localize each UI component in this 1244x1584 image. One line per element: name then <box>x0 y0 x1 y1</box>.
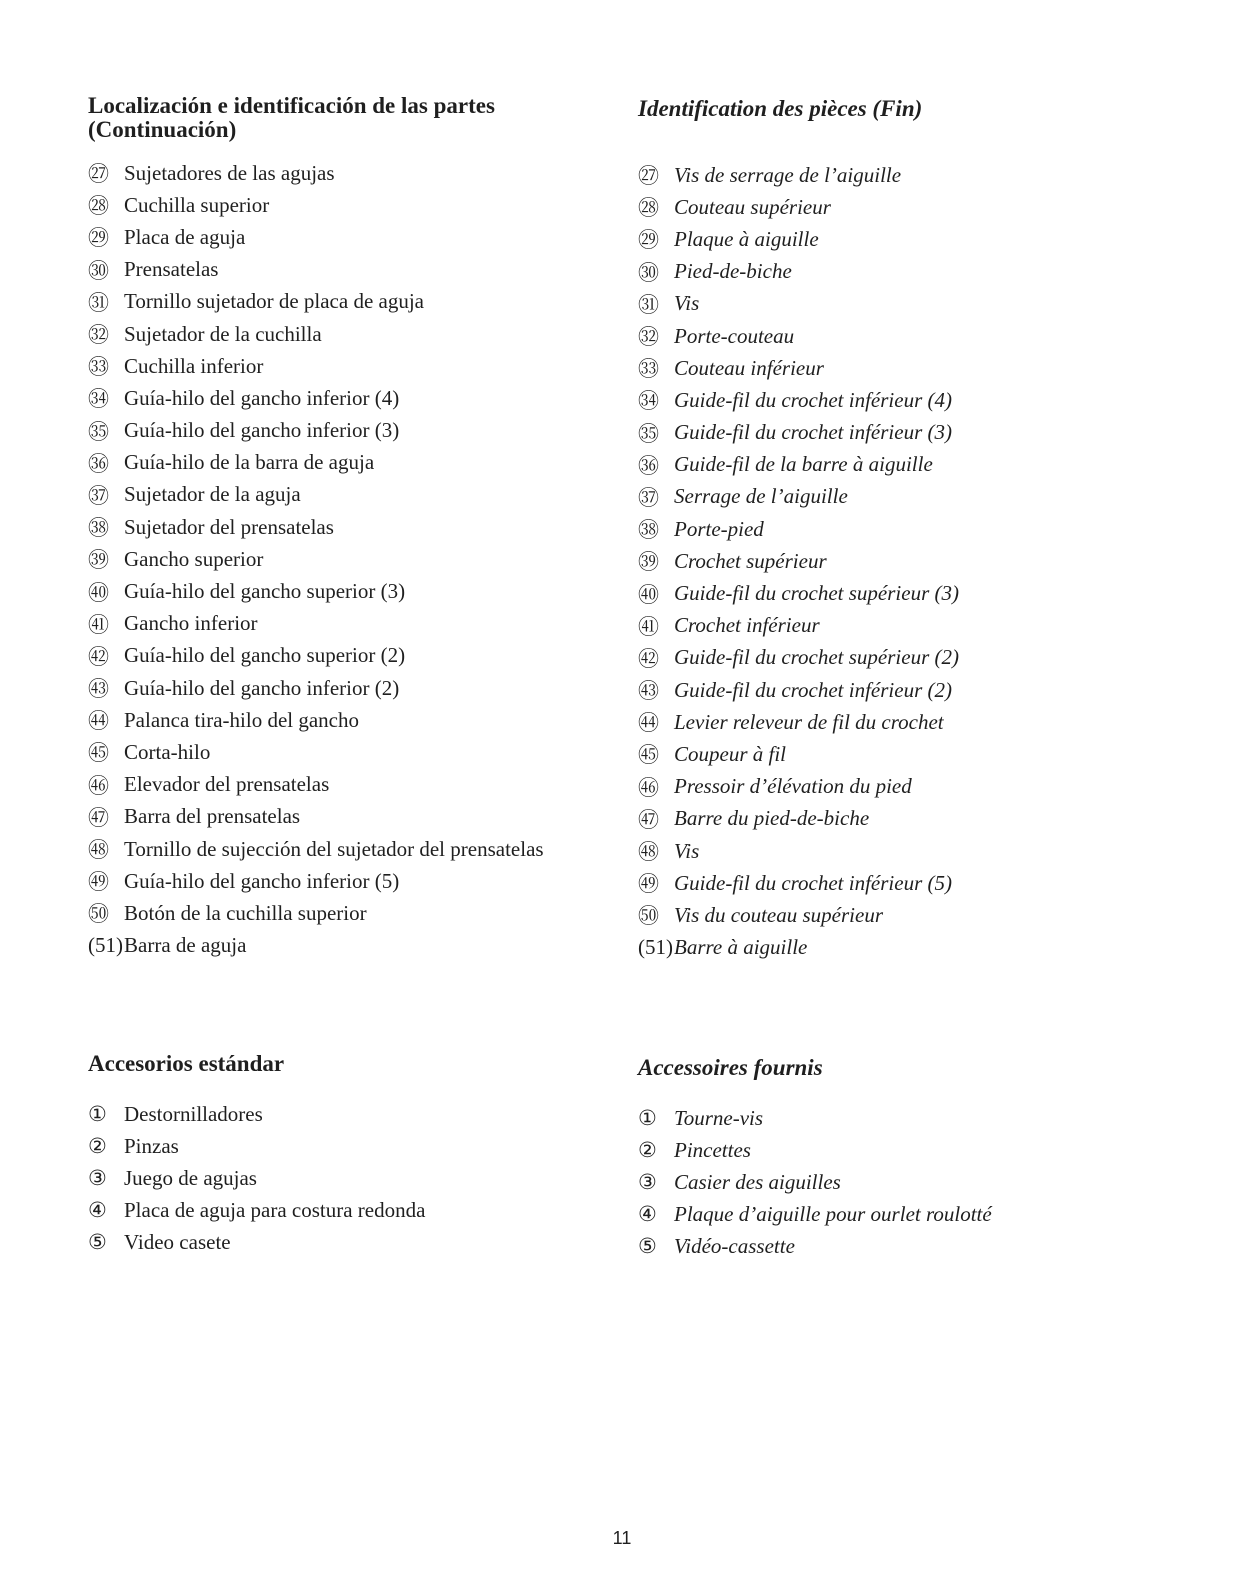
acc-es-heading <box>88 1052 608 1076</box>
list-item <box>88 704 608 736</box>
item-label: Couteau inférieur <box>674 355 824 380</box>
item-number: ㊱ <box>88 451 109 476</box>
item-number: ㊽ <box>638 840 659 865</box>
item-label: Barra de aguja <box>124 933 247 958</box>
list-item <box>88 1226 608 1258</box>
item-number: ⑤ <box>638 1233 657 1258</box>
item-label: Plaque à aiguille <box>674 226 819 251</box>
list-item <box>638 706 1198 738</box>
item-number: ㉗ <box>638 164 659 189</box>
item-label: Guía-hilo del gancho inferior (4) <box>124 385 400 410</box>
item-number: ㊴ <box>638 550 659 575</box>
list-item <box>88 286 608 318</box>
list-item <box>638 771 1198 803</box>
list-item <box>638 1230 1198 1262</box>
item-number: ㉟ <box>88 419 109 444</box>
list-item <box>88 318 608 350</box>
item-label: Sujetador de la cuchilla <box>124 321 322 346</box>
item-label: Guía-hilo de la barra de aguja <box>124 450 375 475</box>
item-label: Pincettes <box>674 1137 751 1162</box>
list-item <box>88 511 608 543</box>
list-item <box>638 803 1198 835</box>
list-item <box>88 608 608 640</box>
list-item <box>638 384 1198 416</box>
list-item <box>638 481 1198 513</box>
item-number: ④ <box>638 1201 657 1226</box>
acc-fr-list <box>638 1102 1198 1262</box>
parts-fr-title: Identification des pièces (Fin) <box>638 96 923 121</box>
parts-es-heading <box>88 94 608 142</box>
item-number: ㊲ <box>638 485 659 510</box>
item-number: ㊶ <box>88 612 109 637</box>
item-label: Guide-fil du crochet inférieur (3) <box>674 420 952 445</box>
item-number: ㊲ <box>88 483 109 508</box>
item-label: Porte-couteau <box>674 323 795 348</box>
list-item <box>638 256 1198 288</box>
item-number: ① <box>88 1101 107 1126</box>
item-number: ㉘ <box>88 194 109 219</box>
item-number: ㊸ <box>88 677 109 702</box>
parts-fr-list <box>638 159 1198 964</box>
list-item <box>88 1130 608 1162</box>
item-label: Guía-hilo del gancho superior (2) <box>124 643 406 668</box>
list-item <box>88 543 608 575</box>
item-label: Tourne-vis <box>674 1105 764 1130</box>
item-label: Guide-fil du crochet inférieur (4) <box>674 387 952 412</box>
item-number: ㉙ <box>88 226 109 251</box>
item-label: Vidéo-cassette <box>674 1233 795 1258</box>
list-item <box>88 672 608 704</box>
item-label: Serrage de l’aiguille <box>674 484 848 509</box>
item-label: Casier des aiguilles <box>674 1169 841 1194</box>
item-number: ㉙ <box>638 228 659 253</box>
item-label: Elevador del prensatelas <box>124 772 330 797</box>
parts-es-title-line1: Localización e identificación de las partes <box>88 93 495 118</box>
item-label: Destornilladores <box>124 1101 263 1126</box>
list-item <box>88 447 608 479</box>
item-label: Juego de agujas <box>124 1165 257 1190</box>
item-label: Guía-hilo del gancho inferior (5) <box>124 868 400 893</box>
list-item <box>88 1194 608 1226</box>
item-label: Barre à aiguille <box>674 935 808 960</box>
item-number: ㊶ <box>638 614 659 639</box>
item-label: Sujetador del prensatelas <box>124 514 334 539</box>
item-number: ㉚ <box>88 258 109 283</box>
list-item <box>88 833 608 865</box>
list-item <box>88 221 608 253</box>
list-item <box>88 157 608 189</box>
item-number: ㊳ <box>88 516 109 541</box>
item-label: Gancho inferior <box>124 611 258 636</box>
list-item <box>88 897 608 929</box>
list-item <box>638 320 1198 352</box>
item-label: Pressoir d’élévation du pied <box>674 774 912 799</box>
item-label: Levier releveur de fil du crochet <box>674 709 944 734</box>
list-item <box>638 159 1198 191</box>
item-label: Crochet supérieur <box>674 548 827 573</box>
item-label: Pinzas <box>124 1133 179 1158</box>
item-label: Cuchilla superior <box>124 192 270 217</box>
item-number: ㉗ <box>88 162 109 187</box>
item-number: ㉝ <box>638 357 659 382</box>
list-item <box>88 479 608 511</box>
parts-es-list <box>88 157 608 962</box>
list-item <box>638 449 1198 481</box>
parts-fr-section <box>638 97 1198 964</box>
list-item <box>638 288 1198 320</box>
item-number: ④ <box>88 1197 107 1222</box>
item-label: Vis du couteau supérieur <box>674 902 883 927</box>
item-label: Sujetadores de las agujas <box>124 160 335 185</box>
item-label: Prensatelas <box>124 257 219 282</box>
item-label: Sujetador de la aguja <box>124 482 301 507</box>
item-number: ① <box>638 1105 657 1130</box>
list-item <box>638 1134 1198 1166</box>
item-number: ㊴ <box>88 548 109 573</box>
item-number: ② <box>638 1137 657 1162</box>
acc-es-list <box>88 1098 608 1258</box>
item-label: Coupeur à fil <box>674 741 787 766</box>
list-item <box>88 930 608 962</box>
list-item <box>638 738 1198 770</box>
item-number: ㊻ <box>88 773 109 798</box>
item-number: ㊾ <box>88 870 109 895</box>
list-item <box>638 1102 1198 1134</box>
list-item <box>88 865 608 897</box>
item-number: ㉜ <box>638 325 659 350</box>
item-number: ㉞ <box>88 387 109 412</box>
list-item <box>638 513 1198 545</box>
item-label: Corta-hilo <box>124 739 211 764</box>
item-number: ㊻ <box>638 775 659 800</box>
acc-fr-title: Accessoires fournis <box>638 1055 823 1080</box>
item-label: Tornillo sujetador de placa de aguja <box>124 289 424 314</box>
item-label: Guide-fil du crochet inférieur (5) <box>674 870 952 895</box>
acc-es-section <box>88 1052 608 1258</box>
item-number: ㊼ <box>88 805 109 830</box>
item-number: ③ <box>88 1165 107 1190</box>
item-number: ㉘ <box>638 196 659 221</box>
list-item <box>638 610 1198 642</box>
item-number: (51) <box>88 933 123 958</box>
list-item <box>638 835 1198 867</box>
item-number: ㊳ <box>638 518 659 543</box>
item-label: Guía-hilo del gancho inferior (3) <box>124 418 400 443</box>
item-number: ㉚ <box>638 260 659 285</box>
item-label: Vis <box>674 291 700 316</box>
item-number: ㉜ <box>88 323 109 348</box>
item-number: ㊿ <box>638 904 659 929</box>
list-item <box>638 674 1198 706</box>
list-item <box>88 769 608 801</box>
item-number: ㉟ <box>638 421 659 446</box>
item-number: ③ <box>638 1169 657 1194</box>
item-label: Guía-hilo del gancho superior (3) <box>124 579 406 604</box>
list-item <box>638 417 1198 449</box>
list-item <box>638 1198 1198 1230</box>
item-label: Palanca tira-hilo del gancho <box>124 707 359 732</box>
page-number: 11 <box>612 1528 632 1548</box>
item-label: Guía-hilo del gancho inferior (2) <box>124 675 400 700</box>
list-item <box>88 575 608 607</box>
item-label: Vis de serrage de l’aiguille <box>674 162 902 187</box>
item-label: Plaque d’aiguille pour ourlet roulotté <box>674 1201 992 1226</box>
item-number: ㊺ <box>638 743 659 768</box>
item-number: ㊱ <box>638 453 659 478</box>
acc-fr-heading <box>638 1056 1198 1080</box>
item-label: Couteau supérieur <box>674 194 831 219</box>
item-label: Porte-pied <box>674 516 764 541</box>
list-item <box>638 932 1198 964</box>
item-label: Cuchilla inferior <box>124 353 264 378</box>
item-number: ㊷ <box>88 644 109 669</box>
item-label: Barra del prensatelas <box>124 804 301 829</box>
item-number: (51) <box>638 935 673 960</box>
list-item <box>88 640 608 672</box>
item-number: ㊾ <box>638 872 659 897</box>
item-number: ㊸ <box>638 679 659 704</box>
item-number: ㉞ <box>638 389 659 414</box>
list-item <box>88 415 608 447</box>
item-label: Placa de aguja para costura redonda <box>124 1197 426 1222</box>
list-item <box>88 350 608 382</box>
item-number: ② <box>88 1133 107 1158</box>
item-label: Vis <box>674 838 700 863</box>
list-item <box>88 1098 608 1130</box>
item-label: Placa de aguja <box>124 224 246 249</box>
item-label: Barre du pied-de-biche <box>674 806 870 831</box>
list-item <box>88 189 608 221</box>
item-number: ㉝ <box>88 355 109 380</box>
list-item <box>88 382 608 414</box>
list-item <box>88 801 608 833</box>
item-label: Crochet inférieur <box>674 613 820 638</box>
item-number: ㊷ <box>638 646 659 671</box>
list-item <box>638 867 1198 899</box>
list-item <box>638 191 1198 223</box>
list-item <box>638 1166 1198 1198</box>
list-item <box>638 642 1198 674</box>
item-number: ⑤ <box>88 1229 107 1254</box>
item-number: ㊼ <box>638 807 659 832</box>
item-number: ㉛ <box>638 292 659 317</box>
acc-fr-section <box>638 1056 1198 1262</box>
parts-es-section <box>88 94 608 962</box>
item-label: Pied-de-biche <box>674 259 792 284</box>
item-label: Gancho superior <box>124 546 264 571</box>
item-number: ㉛ <box>88 290 109 315</box>
item-label: Guide-fil du crochet supérieur (3) <box>674 581 959 606</box>
item-label: Video casete <box>124 1229 231 1254</box>
item-number: ㊺ <box>88 741 109 766</box>
item-number: ㊿ <box>88 902 109 927</box>
item-label: Tornillo de sujección del sujetador del prensatelas <box>124 836 544 861</box>
item-label: Botón de la cuchilla superior <box>124 900 367 925</box>
item-label: Guide-fil de la barre à aiguille <box>674 452 933 477</box>
item-number: ㊵ <box>638 582 659 607</box>
acc-es-title: Accesorios estándar <box>88 1051 285 1076</box>
item-number: ㊵ <box>88 580 109 605</box>
list-item <box>638 352 1198 384</box>
list-item <box>638 545 1198 577</box>
parts-fr-heading <box>638 97 1198 121</box>
item-number: ㊹ <box>638 711 659 736</box>
list-item <box>88 254 608 286</box>
list-item <box>88 1162 608 1194</box>
parts-es-title-line2: (Continuación) <box>88 117 237 142</box>
item-number: ㊹ <box>88 709 109 734</box>
item-number: ㊽ <box>88 838 109 863</box>
list-item <box>638 899 1198 931</box>
list-item <box>638 223 1198 255</box>
list-item <box>88 736 608 768</box>
list-item <box>638 577 1198 609</box>
item-label: Guide-fil du crochet inférieur (2) <box>674 677 952 702</box>
item-label: Guide-fil du crochet supérieur (2) <box>674 645 959 670</box>
